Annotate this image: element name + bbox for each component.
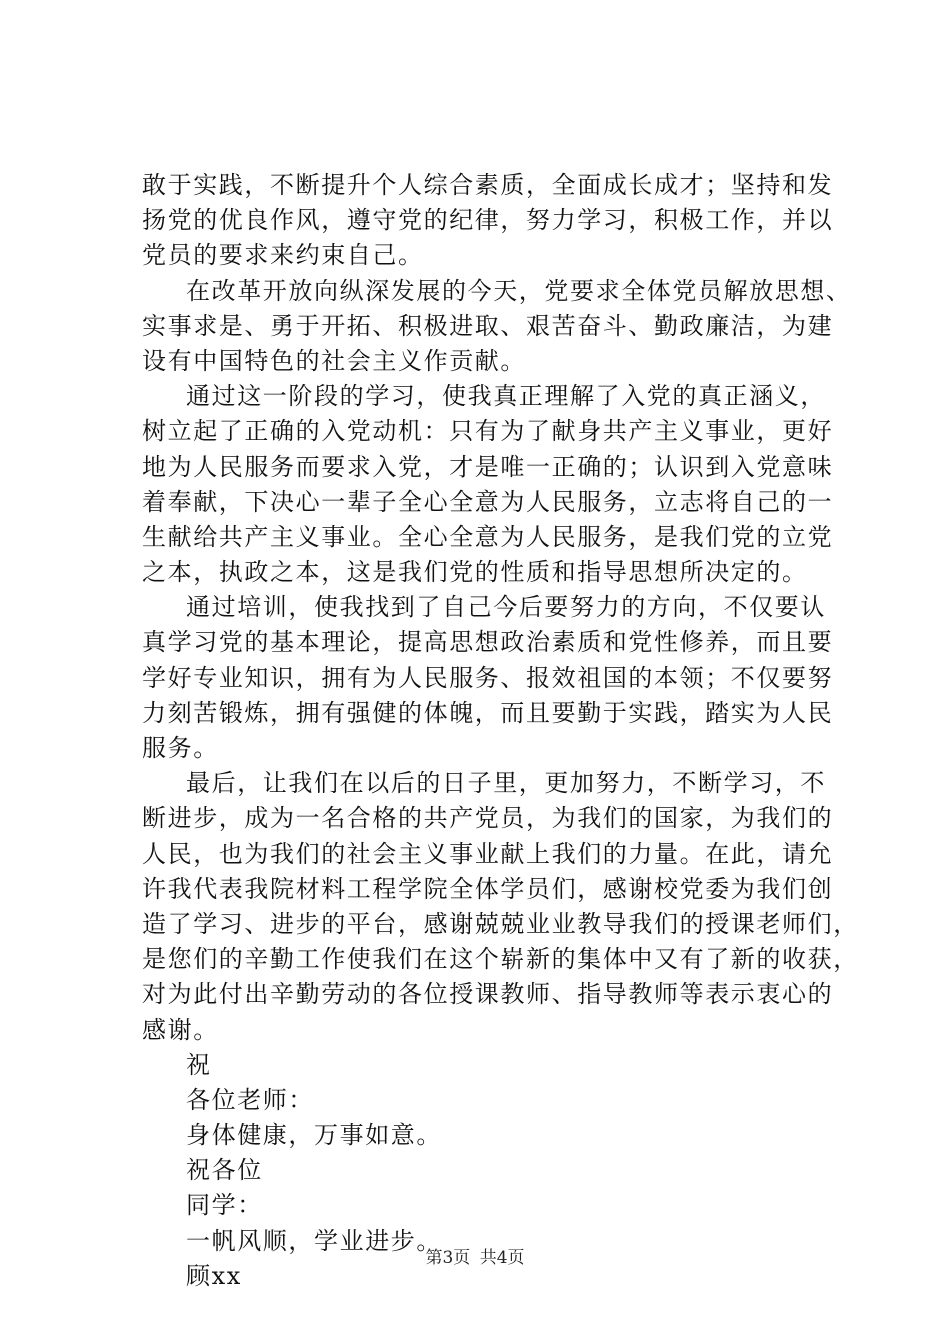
paragraph-line: 实事求是、勇于开拓、积极进取、艰苦奋斗、勤政廉洁，为建 [142,311,834,340]
paragraph-line: 学好专业知识，拥有为人民服务、报效祖国的本领；不仅要努 [142,663,834,692]
paragraph-line: 敢于实践，不断提升个人综合素质，全面成长成才；坚持和发 [142,171,834,199]
paragraph-line: 着奉献，下决心一辈子全心全意为人民服务，立志将自己的一 [142,487,834,516]
paragraph-line: 造了学习、进步的平台，感谢兢兢业业教导我们的授课老师们， [142,909,859,938]
paragraph-line: 对为此付出辛勤劳动的各位授课教师、指导教师等表示衷心的 [142,980,834,1009]
paragraph-line: 服务。 [142,734,219,762]
closing-line: 同学： [186,1191,263,1220]
closing-line: 各位老师： [186,1085,314,1114]
signature-line: 顾xx [186,1261,242,1290]
paragraph-line: 树立起了正确的入党动机：只有为了献身共产主义事业，更好 [142,417,834,446]
paragraph-line: 设有中国特色的社会主义作贡献。 [142,346,526,375]
paragraph-line: 人民，也为我们的社会主义事业献上我们的力量。在此，请允 [142,839,834,868]
paragraph-line: 之本，执政之本，这是我们党的性质和指导思想所决定的。 [142,558,808,587]
page-number: 第3页 [425,1248,471,1268]
paragraph-line: 是您们的辛勤工作使我们在这个崭新的集体中又有了新的收获， [142,945,859,974]
closing-line: 一帆风顺，学业进步。 [186,1226,442,1255]
document-body [142,168,859,1294]
paragraph-line: 通过培训，使我找到了自己今后要努力的方向，不仅要认 [186,593,826,622]
paragraph-line: 生献给共产主义事业。全心全意为人民服务，是我们党的立党 [142,522,834,551]
paragraph-line: 扬党的优良作风，遵守党的纪律，努力学习，积极工作，并以 [142,206,834,235]
paragraph-line: 力刻苦锻炼，拥有强健的体魄，而且要勤于实践，踏实为人民 [142,698,834,727]
paragraph-line: 在改革开放向纵深发展的今天，党要求全体党员解放思想、 [186,276,852,305]
paragraph-line: 党员的要求来约束自己。 [142,241,424,270]
paragraph-line: 地为人民服务而要求入党，才是唯一正确的；认识到入党意味 [142,452,834,481]
paragraph-line: 感谢。 [142,1015,219,1044]
paragraph-line: 通过这一阶段的学习，使我真正理解了入党的真正涵义， [186,382,826,411]
closing-line: 祝各位 [186,1156,263,1185]
paragraph-line: 最后，让我们在以后的日子里，更加努力，不断学习，不 [186,769,826,798]
paragraph-line: 断进步，成为一名合格的共产党员，为我们的国家，为我们的 [142,804,834,833]
page-total: 共4页 [479,1248,525,1268]
closing-line: 祝 [186,1050,212,1079]
paragraph-line: 真学习党的基本理论，提高思想政治素质和党性修养，而且要 [142,628,834,657]
paragraph-line: 许我代表我院材料工程学院全体学员们，感谢校党委为我们创 [142,874,834,903]
closing-line: 身体健康，万事如意。 [186,1121,442,1150]
page-footer [0,1243,950,1268]
